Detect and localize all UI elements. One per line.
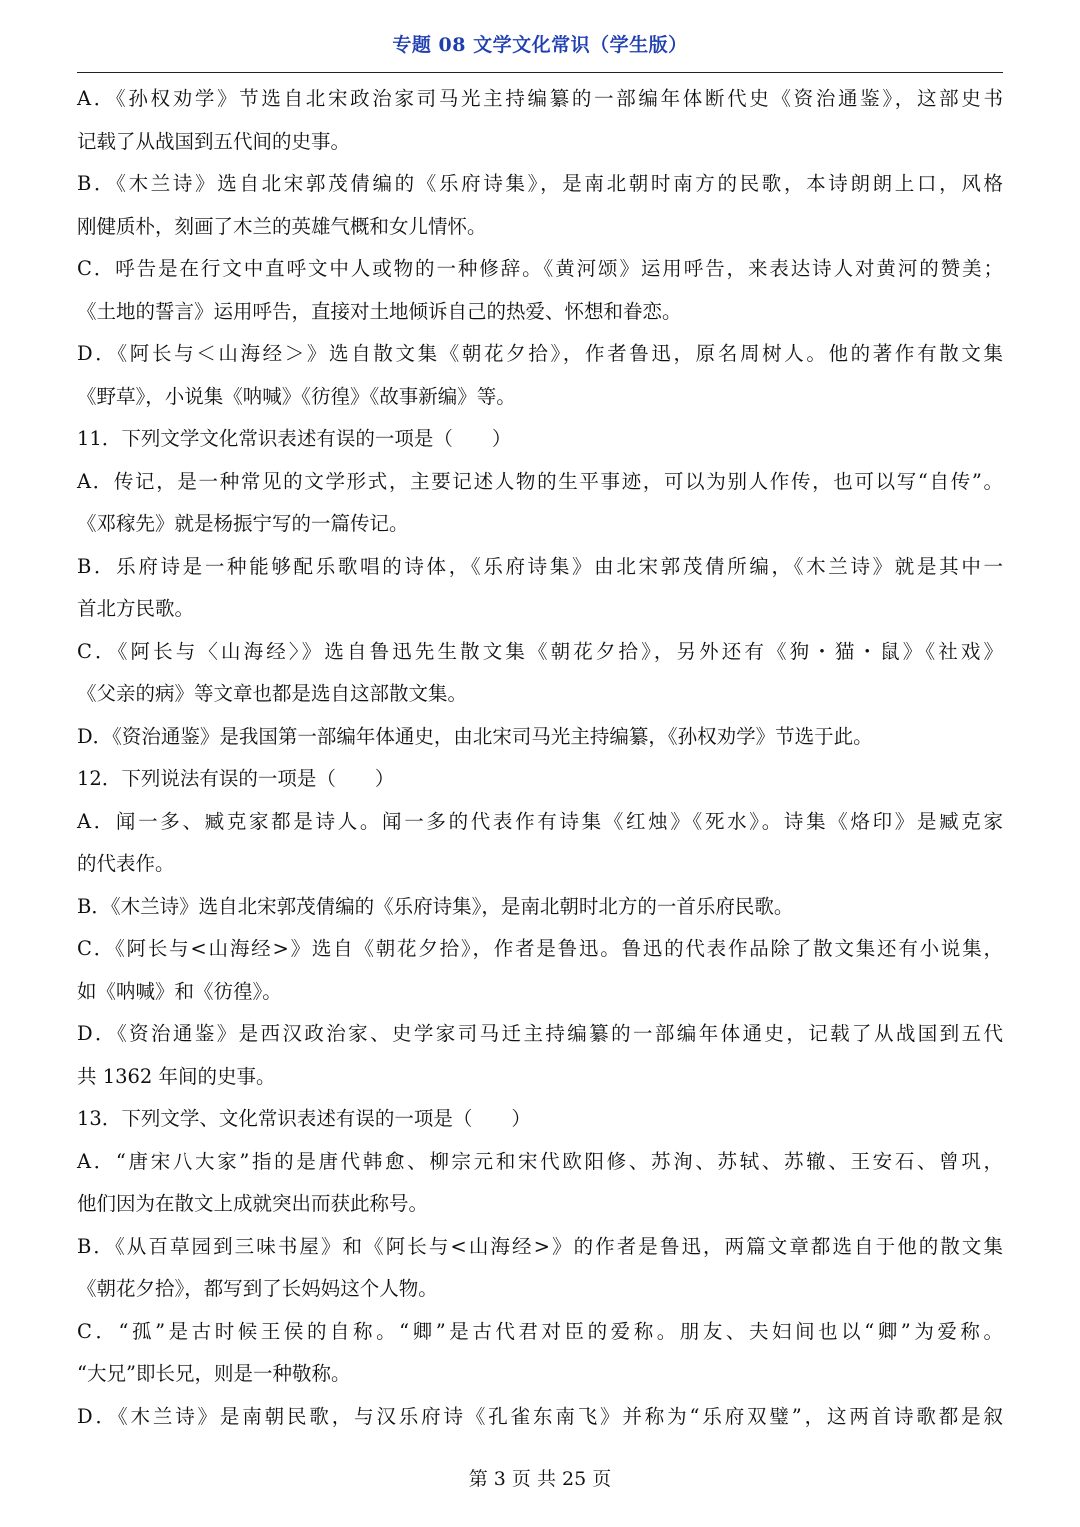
text-line: C．《阿长与<山海经>》选自《朝花夕拾》，作者是鲁迅。鲁迅的代表作品除了散文集还有小说集，: [77, 937, 1003, 960]
text-line: “大兄”即长兄，则是一种敬称。: [77, 1362, 351, 1385]
document-body: [77, 82, 1003, 1442]
text-line: 如《呐喊》和《彷徨》。: [77, 979, 282, 1003]
text-line: C．呼告是在行文中直呼文中人或物的一种修辞。《黄河颂》运用呼告，来表达诗人对黄河的赞美；: [77, 257, 1003, 280]
text-line: 记载了从战国到五代间的史事。: [77, 129, 351, 153]
text-line: B．《木兰诗》选自北宋郭茂倩编的《乐府诗集》，是南北朝时南方的民歌，本诗朗朗上口，风格: [77, 172, 1003, 195]
text-line: D．《资治通鉴》是我国第一部编年体通史，由北宋司马光主持编纂，《孙权劝学》节选于此。: [77, 724, 873, 748]
header-divider: [77, 72, 1003, 73]
text-line: 刚健质朴，刻画了木兰的英雄气概和女儿情怀。: [77, 214, 487, 238]
text-line: 12．下列说法有误的一项是（ ）: [77, 767, 395, 790]
text-line: 《邓稼先》就是杨振宁写的一篇传记。: [77, 512, 409, 535]
page-number-footer: 第 3 页 共 25 页: [468, 1468, 612, 1490]
text-line: C．“孤”是古时候王侯的自称。“卿”是古代君对臣的爱称。朋友、夫妇间也以“卿”为爱称。: [77, 1319, 1003, 1343]
text-line: A．《孙权劝学》节选自北宋政治家司马光主持编纂的一部编年体断代史《资治通鉴》，这部史书: [77, 87, 1003, 110]
page-header-title: 专题 08 文学文化常识（学生版）: [392, 34, 688, 56]
text-line: A．传记，是一种常见的文学形式，主要记述人物的生平事迹，可以为别人作传，也可以写“自传”。: [77, 469, 1003, 493]
text-line: 共 1362 年间的史事。: [77, 1064, 276, 1088]
text-line: B．《木兰诗》选自北宋郭茂倩编的《乐府诗集》，是南北朝时北方的一首乐府民歌。: [77, 894, 794, 918]
text-line: D．《资治通鉴》是西汉政治家、史学家司马迁主持编纂的一部编年体通史，记载了从战国到五代: [77, 1022, 1003, 1045]
text-line: 11．下列文学文化常识表述有误的一项是（ ）: [77, 427, 512, 450]
text-line: D．《阿长与＜山海经＞》选自散文集《朝花夕拾》，作者鲁迅，原名周树人。他的著作有散文集: [77, 342, 1003, 365]
text-line: 《父亲的病》等文章也都是选自这部散文集。: [77, 682, 468, 705]
text-line: D．《木兰诗》是南朝民歌，与汉乐府诗《孔雀东南飞》并称为“乐府双璧”，这两首诗歌都是叙: [77, 1404, 1003, 1428]
text-line: 《野草》，小说集《呐喊》《彷徨》《故事新编》等。: [77, 384, 516, 408]
text-line: 首北方民歌。: [77, 597, 195, 620]
text-line: 他们因为在散文上成就突出而获此称号。: [77, 1192, 429, 1215]
text-line: C．《阿长与〈山海经〉》选自鲁迅先生散文集《朝花夕拾》，另外还有《狗・猫・鼠》《社戏》: [77, 639, 1003, 663]
text-line: A．闻一多、臧克家都是诗人。闻一多的代表作有诗集《红烛》《死水》。诗集《烙印》是臧克家: [77, 809, 1003, 833]
text-line: B．《从百草园到三味书屋》和《阿长与<山海经>》的作者是鲁迅，两篇文章都选自于他的散文集: [77, 1234, 1003, 1258]
text-line: 13．下列文学、文化常识表述有误的一项是（ ）: [77, 1107, 531, 1130]
text-line: A．“唐宋八大家”指的是唐代韩愈、柳宗元和宋代欧阳修、苏洵、苏轼、苏辙、王安石、曾巩，: [77, 1149, 1003, 1173]
text-line: 《土地的誓言》运用呼告，直接对土地倾诉自己的热爱、怀想和眷恋。: [77, 299, 682, 323]
text-line: B．乐府诗是一种能够配乐歌唱的诗体，《乐府诗集》由北宋郭茂倩所编，《木兰诗》就是其中一: [77, 554, 1003, 578]
text-line: 《朝花夕拾》，都写到了长妈妈这个人物。: [77, 1277, 438, 1300]
text-line: 的代表作。: [77, 852, 175, 875]
